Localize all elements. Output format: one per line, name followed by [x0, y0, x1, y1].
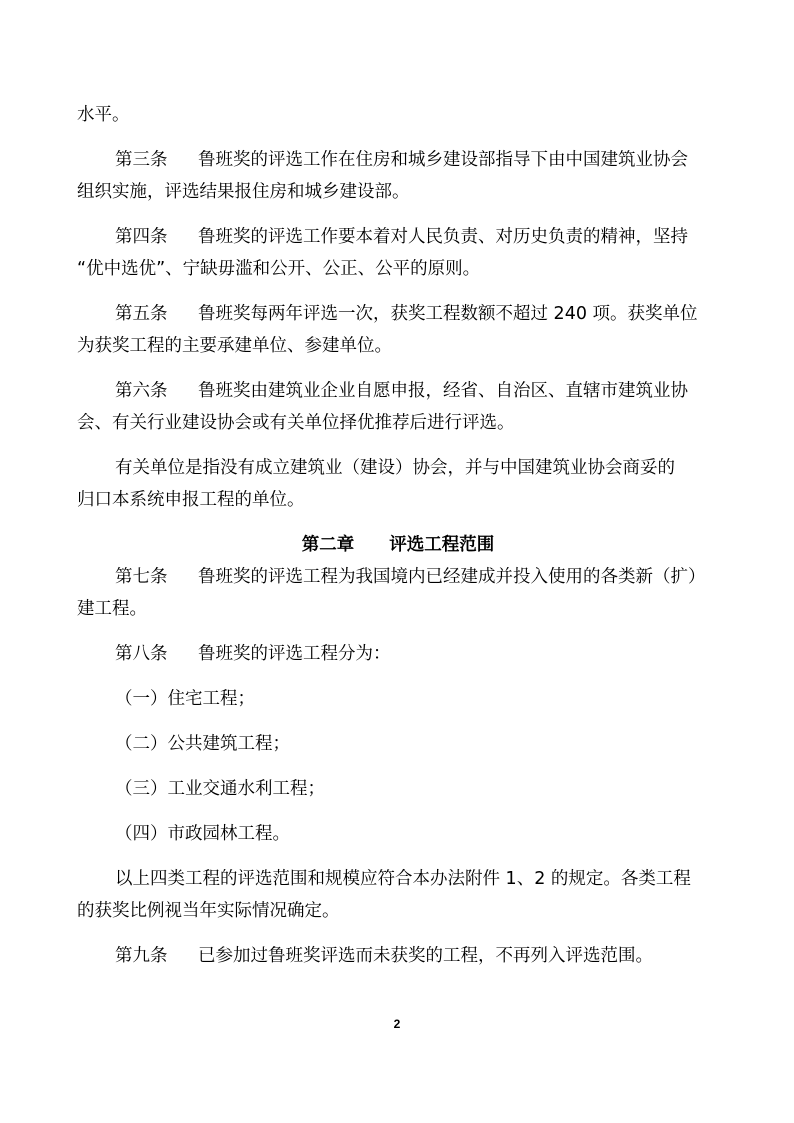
article-4-text: 鲁班奖的评选工作要本着对人民负责、对历史负责的精神，坚持 — [198, 227, 688, 247]
note-line-2: 归口本系统申报工程的单位。 — [77, 490, 305, 510]
article-4-number: 第四条 — [115, 227, 168, 247]
article-5-line-1 — [77, 298, 719, 330]
article-8-line-1 — [77, 638, 719, 670]
article-4-line-2: “优中选优”、宁缺毋滥和公开、公正、公平的原则。 — [77, 259, 481, 279]
list-item: （二）公共建筑工程； — [115, 734, 290, 754]
article-4-line-1 — [77, 221, 719, 253]
article-3-line-2: 组织实施，评选结果报住房和城乡建设部。 — [77, 182, 410, 202]
article-6-text: 鲁班奖由建筑业企业自愿申报，经省、自治区、直辖市建筑业协 — [198, 381, 688, 401]
list-item: （一）住宅工程； — [115, 689, 255, 709]
article-6-line-2: 会、有关行业建设协会或有关单位择优推荐后进行评选。 — [77, 413, 515, 433]
article-9-number: 第九条 — [115, 946, 168, 966]
page-number: 2 — [393, 1017, 401, 1031]
article-8-number: 第八条 — [115, 644, 168, 664]
article-5-line-2: 为获奖工程的主要承建单位、参建单位。 — [77, 336, 392, 356]
article-3-text: 鲁班奖的评选工作在住房和城乡建设部指导下由中国建筑业协会 — [198, 150, 688, 170]
chapter-heading: 第二章 评选工程范围 — [301, 535, 495, 555]
article-6-line-1 — [77, 375, 719, 407]
article-9-text: 已参加过鲁班奖评选而未获奖的工程，不再列入评选范围。 — [198, 946, 653, 966]
list-item: （四）市政园林工程。 — [115, 824, 290, 844]
scope-line-1: 以上四类工程的评选范围和规模应符合本办法附件 1、2 的规定。各类工程 — [115, 869, 691, 889]
article-3-line-1 — [77, 144, 719, 176]
article-5-text: 鲁班奖每两年评选一次，获奖工程数额不超过 240 项。获奖单位 — [198, 304, 698, 324]
list-item: （三）工业交通水利工程； — [115, 779, 325, 799]
note-line-1: 有关单位是指没有成立建筑业（建设）协会，并与中国建筑业协会商妥的 — [115, 458, 675, 478]
article-7-text: 鲁班奖的评选工程为我国境内已经建成并投入使用的各类新（扩） — [198, 567, 706, 587]
article-7-line-1 — [77, 561, 719, 593]
paragraph-continuation: 水平。 — [77, 105, 130, 125]
article-9-line-1 — [77, 940, 719, 972]
article-6-number: 第六条 — [115, 381, 168, 401]
scope-line-2: 的获奖比例视当年实际情况确定。 — [77, 901, 340, 921]
document-body — [77, 99, 719, 972]
article-3-number: 第三条 — [115, 150, 168, 170]
article-8-text: 鲁班奖的评选工程分为： — [198, 644, 391, 664]
article-7-line-2: 建工程。 — [77, 599, 147, 619]
article-5-number: 第五条 — [115, 304, 168, 324]
article-7-number: 第七条 — [115, 567, 168, 587]
